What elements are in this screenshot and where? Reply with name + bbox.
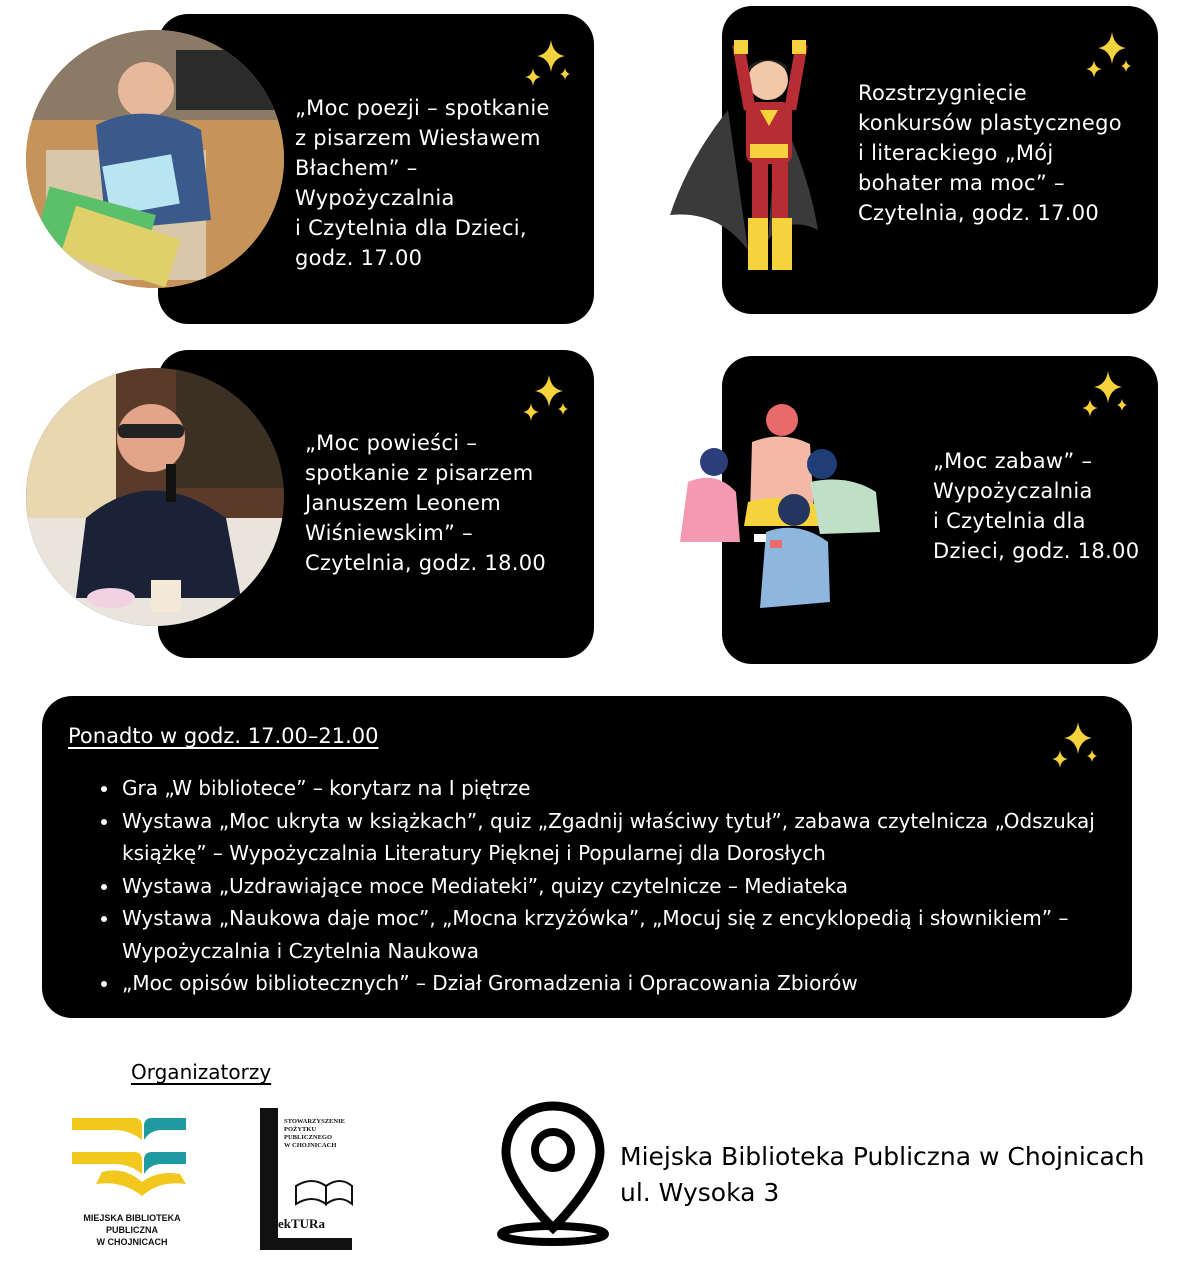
list-item: • „Moc opisów bibliotecznych” – Dział Gromadzenia i Opracowania Zbiorów xyxy=(120,967,1130,1000)
event-text-contest: Rozstrzygnięcie konkursów plastycznego i literackiego „Mój bohater ma moc” – Czytelnia, godz. 17.00 xyxy=(858,81,1122,225)
library-name: Miejska Biblioteka Publiczna w Chojnicach xyxy=(620,1142,1145,1171)
sparkle-icon xyxy=(519,38,575,94)
event-text-games: „Moc zabaw” – Wypożyczalnia i Czytelnia dla Dzieci, godz. 18.00 xyxy=(933,449,1140,563)
list-item: • Wystawa „Uzdrawiające moce Mediateki”, quizy czytelnicze – Mediateka xyxy=(120,870,1130,903)
event-text-poetry: „Moc poezji – spotkanie z pisarzem Wiesławem Błachem” – Wypożyczalnia i Czytelnia dla Dzieci, godz. 17.00 xyxy=(295,96,550,270)
extra-program-title: Ponadto w godz. 17.00–21.00 xyxy=(68,724,379,748)
library-logo-caption: MIEJSKA BIBLIOTEKA PUBLICZNA W CHOJNICACH xyxy=(83,1213,181,1247)
sparkle-icon xyxy=(1080,30,1136,86)
extra-program-list xyxy=(96,772,1130,1000)
photo-writer-signing-books xyxy=(26,30,284,288)
event-text-novel: „Moc powieści – spotkanie z pisarzem Januszem Leonem Wiśniewskim” – Czytelnia, godz. 18.00 xyxy=(305,431,547,575)
library-address xyxy=(620,1139,1144,1211)
list-item: • Wystawa „Naukowa daje moc”, „Mocna krzyżówka”, „Mocuj się z encyklopedią i słownikiem” – Wypożyczalnia i Czytelnia Naukowa xyxy=(120,902,1130,967)
list-item: • Wystawa „Moc ukryta w książkach”, quiz „Zgadnij właściwy tytuł”, zabawa czytelnicza „Odszukaj książkę” – Wypożyczalnia Literatury Pięknej i Popularnej dla Dorosłych xyxy=(120,805,1130,870)
sparkle-icon xyxy=(517,373,573,429)
sparkle-icon xyxy=(1076,369,1132,425)
library-street: ul. Wysoka 3 xyxy=(620,1178,780,1207)
location-pin-icon xyxy=(494,1100,612,1246)
superhero-illustration xyxy=(668,40,838,280)
lektura-logo-name: ekTURa xyxy=(278,1216,325,1231)
sparkle-icon xyxy=(1046,720,1102,776)
children-playing-illustration xyxy=(670,402,894,612)
list-item: • Gra „W bibliotece” – korytarz na I piętrze xyxy=(120,772,1130,805)
library-logo-icon xyxy=(62,1100,202,1210)
organizers-label: Organizatorzy xyxy=(131,1060,272,1084)
photo-writer-with-microphone xyxy=(26,368,284,626)
lektura-logo-caption: STOWARZYSZENIE POŻYTKU PUBLICZNEGO W CHOJNICACH xyxy=(284,1118,345,1149)
library-logo xyxy=(62,1100,202,1248)
lektura-logo xyxy=(256,1106,360,1252)
